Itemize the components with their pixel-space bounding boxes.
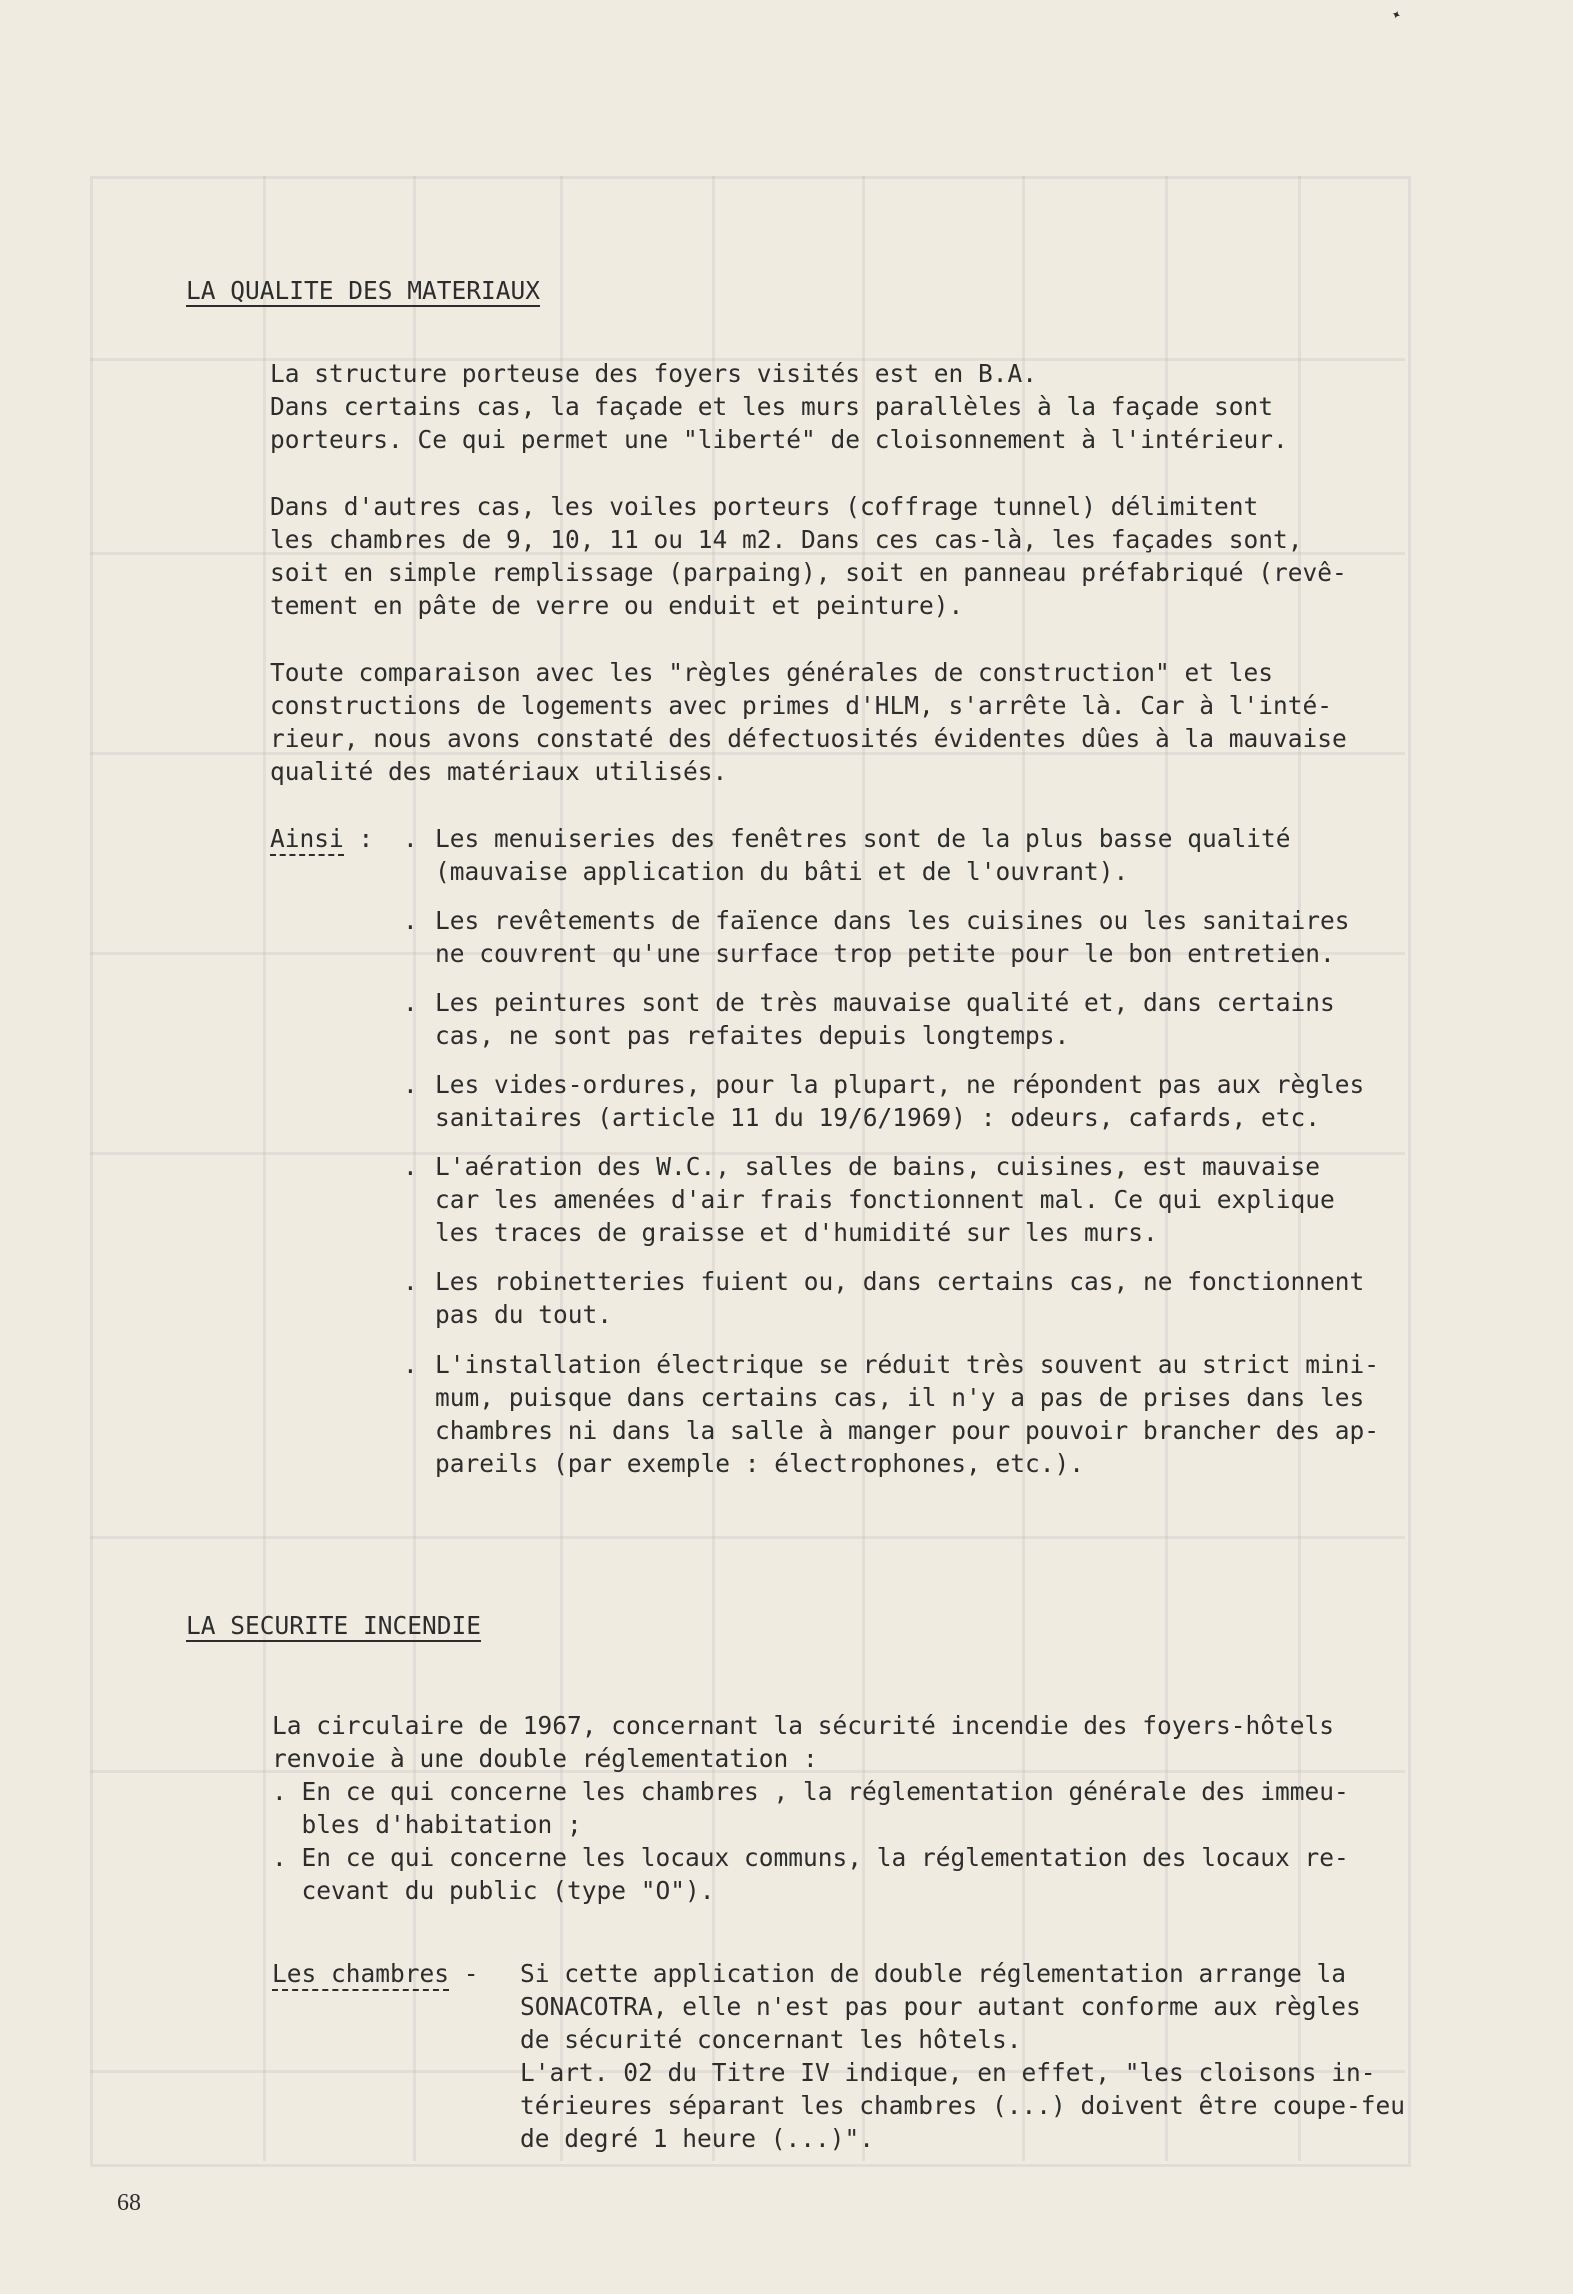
list-item: chambres ni dans la salle à manger pour pouvoir brancher des ap-: [435, 1416, 1380, 1445]
bullet-dot: .: [403, 1152, 418, 1181]
text-line: . En ce qui concerne les locaux communs, la réglementation des locaux re-: [272, 1843, 1349, 1872]
list-item: Les robinetteries fuient ou, dans certains cas, ne fonctionnent: [435, 1267, 1365, 1296]
list-item: L'installation électrique se réduit très souvent au strict mini-: [435, 1350, 1380, 1379]
section-title-materiaux: LA QUALITE DES MATERIAUX: [186, 276, 541, 305]
text-line: Dans certains cas, la façade et les murs parallèles à la façade sont: [270, 392, 1274, 421]
text-line: tement en pâte de verre ou enduit et peinture).: [270, 591, 964, 620]
bleed-through-line: [90, 1536, 1405, 1539]
text-line: La structure porteuse des foyers visités est en B.A.: [270, 359, 1038, 388]
text-line: Si cette application de double réglementation arrange la: [520, 1959, 1347, 1988]
text-line: constructions de logements avec primes d'HLM, s'arrête là. Car à l'inté-: [270, 691, 1333, 720]
text-line: de sécurité concernant les hôtels.: [520, 2025, 1022, 2054]
bullet-dot: .: [403, 988, 418, 1017]
text-line: renvoie à une double réglementation :: [272, 1744, 818, 1773]
text-line: qualité des matériaux utilisés.: [270, 757, 728, 786]
list-item: Les menuiseries des fenêtres sont de la plus basse qualité: [435, 824, 1291, 853]
corner-mark: ✦: [1389, 2, 1405, 25]
ainsi-label: [270, 822, 373, 855]
list-item: Les peintures sont de très mauvaise qualité et, dans certains: [435, 988, 1335, 1017]
text-line: cevant du public (type "O").: [272, 1876, 715, 1905]
text-line: Toute comparaison avec les "règles générales de construction" et les: [270, 658, 1274, 687]
list-item: sanitaires (article 11 du 19/6/1969) : odeurs, cafards, etc.: [435, 1103, 1321, 1132]
list-item: car les amenées d'air frais fonctionnent mal. Ce qui explique: [435, 1185, 1335, 1214]
bleed-through-line: [263, 176, 266, 2161]
list-item: Les vides-ordures, pour la plupart, ne répondent pas aux règles: [435, 1070, 1365, 1099]
ainsi-colon: :: [343, 824, 374, 853]
text-line: de degré 1 heure (...)".: [520, 2124, 875, 2153]
text-line: . En ce qui concerne les chambres , la réglementation générale des immeu-: [272, 1777, 1349, 1806]
page-number: 68: [117, 2190, 141, 2216]
bullet-dot: .: [403, 1070, 418, 1099]
text-line: L'art. 02 du Titre IV indique, en effet, "les cloisons in-: [520, 2058, 1376, 2087]
text-line: rieur, nous avons constaté des défectuosités évidentes dûes à la mauvaise: [270, 724, 1347, 753]
list-item: pas du tout.: [435, 1300, 613, 1329]
chambres-word: Les chambres: [272, 1959, 449, 1991]
list-item: (mauvaise application du bâti et de l'ouvrant).: [435, 857, 1129, 886]
text-line: porteurs. Ce qui permet une "liberté" de cloisonnement à l'intérieur.: [270, 425, 1288, 454]
list-item: les traces de graisse et d'humidité sur les murs.: [435, 1218, 1158, 1247]
text-line: La circulaire de 1967, concernant la sécurité incendie des foyers-hôtels: [272, 1711, 1335, 1740]
list-item: Les revêtements de faïence dans les cuisines ou les sanitaires: [435, 906, 1350, 935]
ainsi-word: Ainsi: [270, 824, 344, 856]
text-line: SONACOTRA, elle n'est pas pour autant conforme aux règles: [520, 1992, 1361, 2021]
bullet-dot: .: [403, 824, 418, 853]
chambres-label: [272, 1957, 493, 1990]
bullet-dot: .: [403, 1267, 418, 1296]
chambres-dash: -: [449, 1959, 494, 1988]
text-line: Dans d'autres cas, les voiles porteurs (coffrage tunnel) délimitent: [270, 492, 1259, 521]
bullet-dot: .: [403, 1350, 418, 1379]
list-item: L'aération des W.C., salles de bains, cuisines, est mauvaise: [435, 1152, 1321, 1181]
bullet-dot: .: [403, 906, 418, 935]
list-item: pareils (par exemple : électrophones, etc.).: [435, 1449, 1085, 1478]
text-line: térieures séparant les chambres (...) doivent être coupe-feu: [520, 2091, 1406, 2120]
list-item: ne couvrent qu'une surface trop petite pour le bon entretien.: [435, 939, 1335, 968]
text-line: les chambres de 9, 10, 11 ou 14 m2. Dans ces cas-là, les façades sont,: [270, 525, 1303, 554]
section-title-securite-incendie: LA SECURITE INCENDIE: [186, 1611, 482, 1640]
text-line: soit en simple remplissage (parpaing), soit en panneau préfabriqué (revê-: [270, 558, 1347, 587]
text-line: bles d'habitation ;: [272, 1810, 582, 1839]
list-item: cas, ne sont pas refaites depuis longtemps.: [435, 1021, 1070, 1050]
list-item: mum, puisque dans certains cas, il n'y a pas de prises dans les: [435, 1383, 1365, 1412]
